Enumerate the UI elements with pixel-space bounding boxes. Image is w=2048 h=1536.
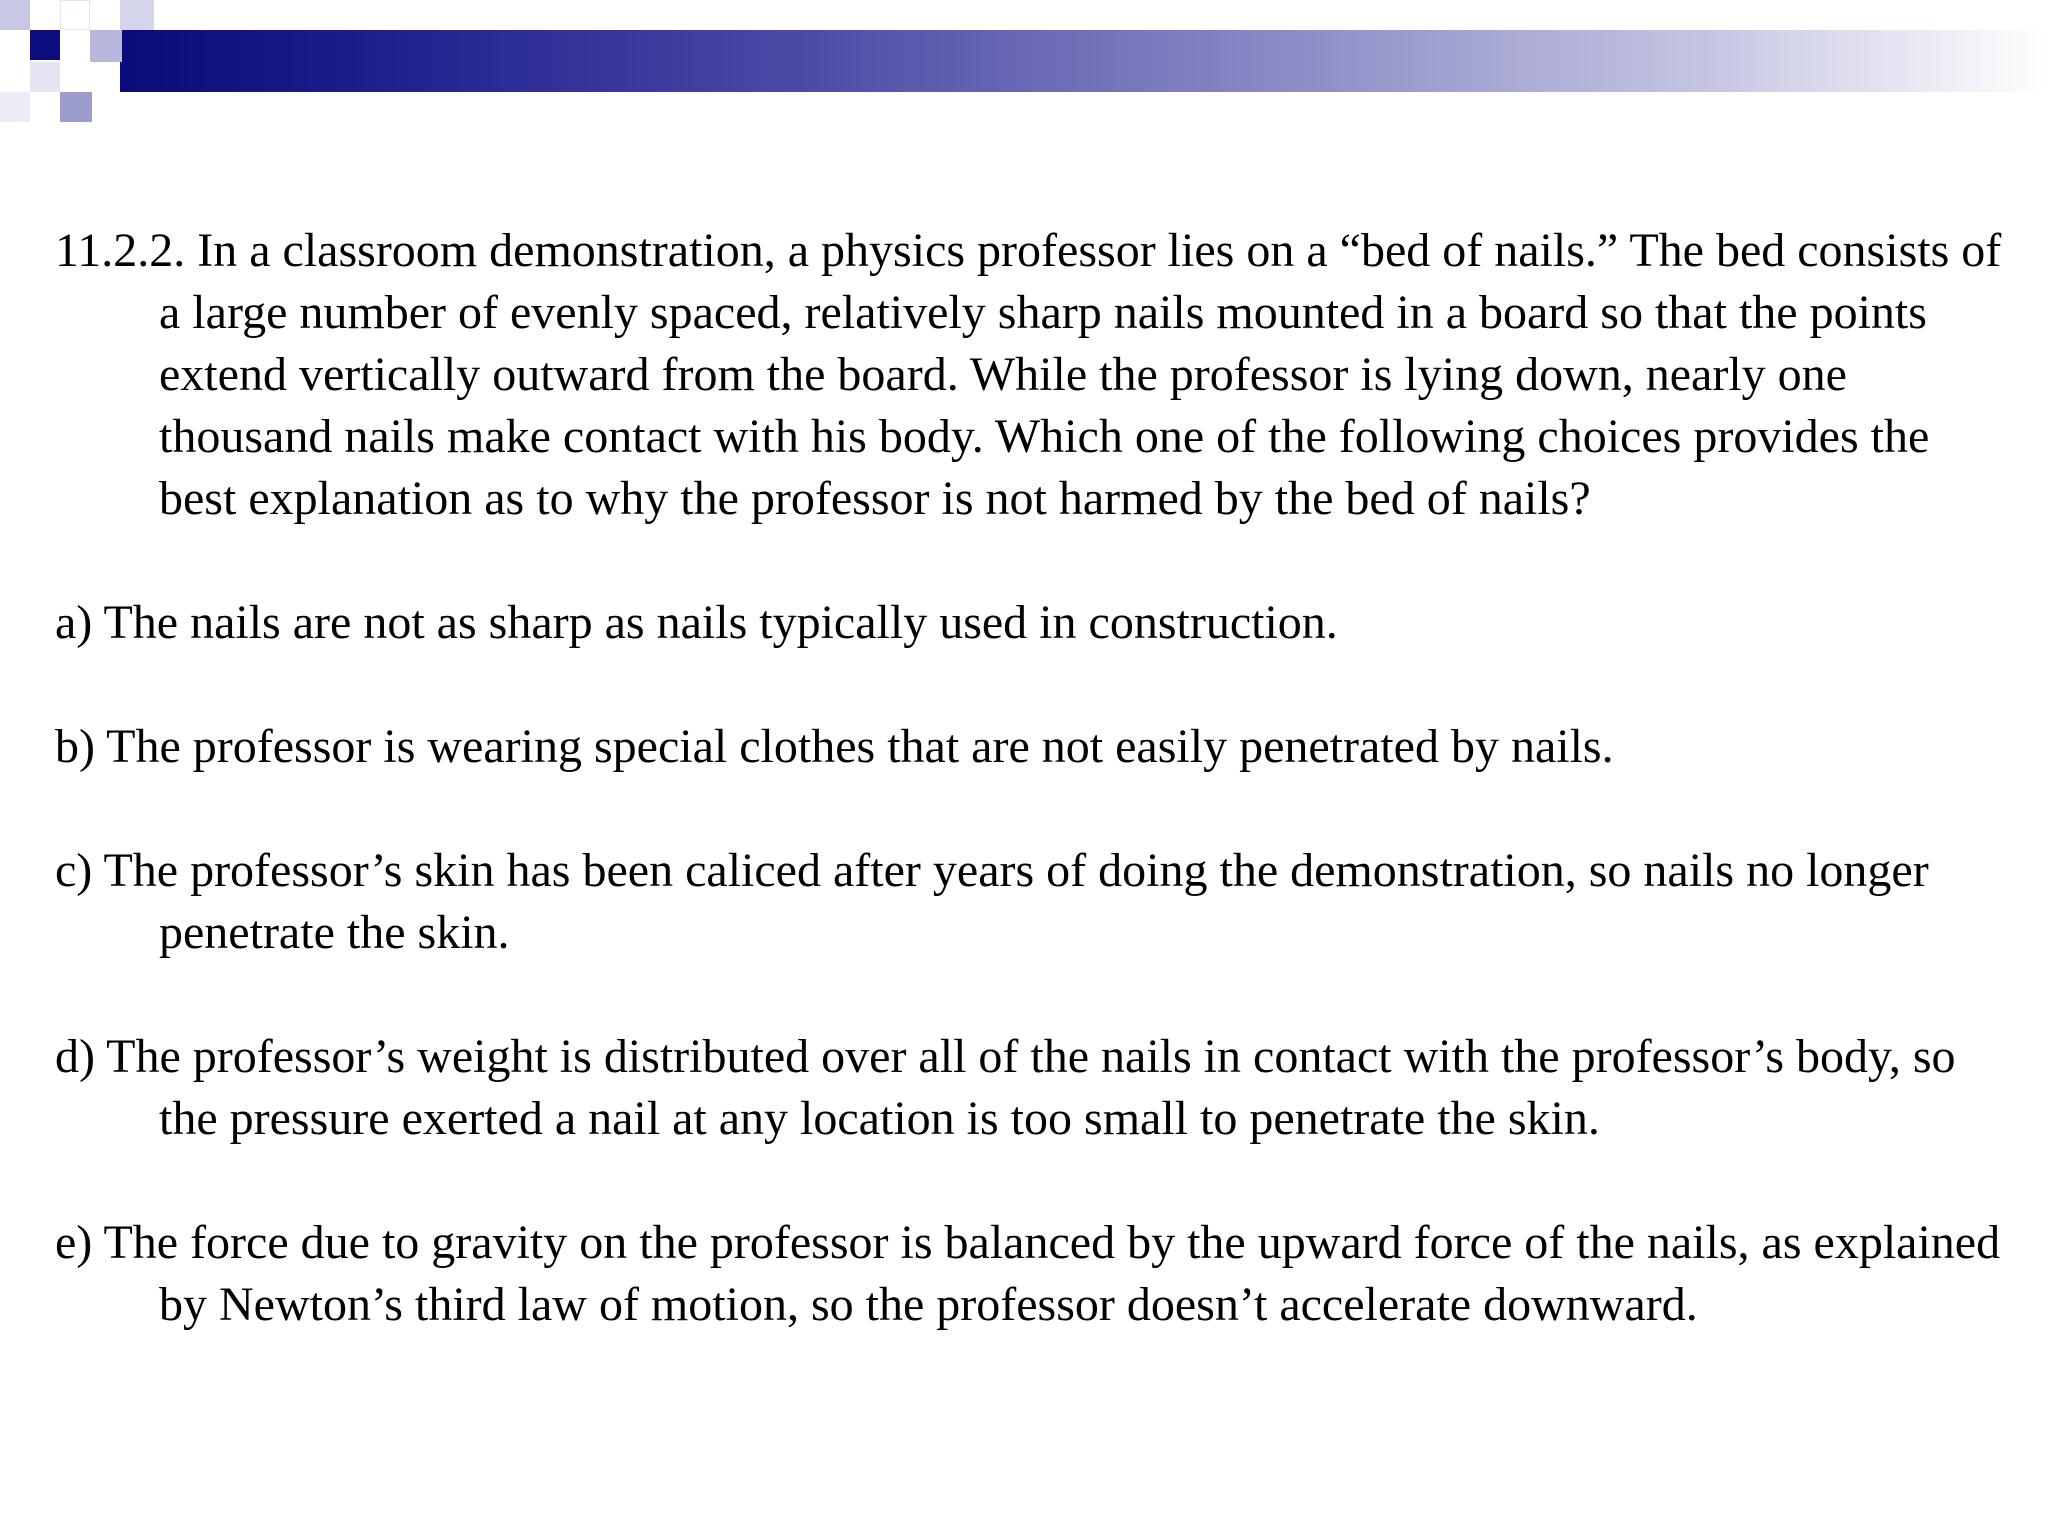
option-text: The force due to gravity on the professor is balanced by the upward force of the nails, as explained by Newton’s third law of motion, so the professor doesn’t accelerate downward. — [103, 1216, 2001, 1331]
question-number: 11.2.2. — [55, 224, 186, 277]
decorative-square — [120, 0, 154, 30]
option-label: c) — [55, 844, 93, 897]
question — [55, 220, 2015, 530]
decorative-square — [90, 30, 122, 62]
option-text: The professor’s skin has been caliced after years of doing the demonstration, so nails no longer penetrate the skin. — [103, 844, 1929, 959]
option-label: e) — [55, 1216, 93, 1269]
decorative-square — [0, 0, 30, 30]
answer-option-a — [55, 592, 2015, 654]
option-label: a) — [55, 596, 93, 649]
answer-option-d — [55, 1026, 2015, 1150]
option-text: The professor’s weight is distributed over all of the nails in contact with the professor’s body, so the pressure exerted a nail at any location is too small to penetrate the skin. — [106, 1030, 1956, 1145]
decorative-square — [60, 0, 90, 30]
decorative-square — [90, 62, 120, 92]
option-label: b) — [55, 720, 95, 773]
option-text: The nails are not as sharp as nails typically used in construction. — [103, 596, 1338, 649]
decorative-square — [0, 92, 30, 122]
decorative-square — [30, 62, 60, 92]
option-label: d) — [55, 1030, 95, 1083]
option-text: The professor is wearing special clothes that are not easily penetrated by nails. — [106, 720, 1614, 773]
header-gradient-band — [120, 30, 2048, 92]
answer-option-b — [55, 716, 2015, 778]
answer-option-c — [55, 840, 2015, 964]
question-text: In a classroom demonstration, a physics professor lies on a “bed of nails.” The bed consists of a large number of evenly spaced, relatively sharp nails mounted in a board so that the points extend vertically outward from the board. While the professor is lying down, nearly one thousand nails make contact with his body. Which one of the following choices provides the best explanation as to why the professor is not harmed by the bed of nails? — [159, 224, 2002, 525]
slide-body — [55, 220, 2015, 1336]
answer-option-e — [55, 1212, 2015, 1336]
decorative-square — [30, 30, 60, 60]
decorative-square — [60, 92, 92, 122]
